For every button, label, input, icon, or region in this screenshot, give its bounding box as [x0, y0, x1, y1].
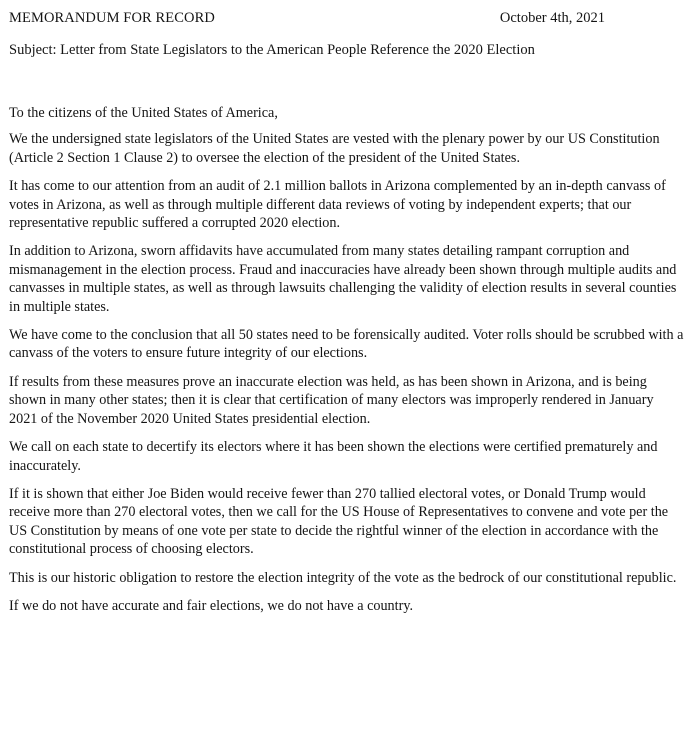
letter-paragraph-closing: If we do not have accurate and fair elections, we do not have a country. — [9, 597, 414, 614]
memo-date: October 4th, 2021 — [499, 10, 605, 26]
memo-title: MEMORANDUM FOR RECORD — [9, 10, 215, 26]
letter-salutation: To the citizens of the United States of America, — [9, 105, 278, 121]
memo-subject: Subject: Letter from State Legislators to the American People Reference the 2020 Election — [9, 42, 535, 58]
memo-header — [9, 8, 649, 28]
letter-paragraph-forensic-audits: We have come to the conclusion that all 50 states need to be forensically audited. Voter rolls should be scrubbed with a canvass of the voters to ensure future integrity of our elections. — [9, 327, 684, 362]
letter-paragraph-arizona-audit: It has come to our attention from an audit of 2.1 million ballots in Arizona complemented by an in-depth canvass of votes in Arizona, as well as through multiple different data reviews of voting by independent experts; that our representative republic suffered a corrupted 2020 election. — [9, 178, 666, 232]
letter-paragraph-decertify: We call on each state to decertify its electors where it has been shown the elections were certified prematurely and inaccurately. — [9, 439, 658, 474]
letter-paragraph-affidavits: In addition to Arizona, sworn affidavits have accumulated from many states detailing rampant corruption and mismanagement in the election process. Fraud and inaccuracies have already been shown through multiple audits and canvasses in multiple states, as well as through lawsuits challenging the validity of election results in several counties in multiple states. — [9, 243, 677, 315]
letter-paragraph-house-vote: If it is shown that either Joe Biden would receive fewer than 270 tallied electoral votes, or Donald Trump would receive more than 270 electoral votes, then we call for the US House of Representatives to convene and vote per the US Constitution by means of one vote per state to decide the rightful winner of the election in accordance with the constitutional process of choosing electors. — [9, 485, 669, 558]
letter-paragraph-authority: We the undersigned state legislators of the United States are vested with the plenary power by our US Constitution (Article 2 Section 1 Clause 2) to oversee the election of the president of the United States. — [9, 131, 660, 166]
letter-paragraph-certification: If results from these measures prove an inaccurate election was held, as has been shown in Arizona, and is being shown in many other states; then it is clear that certification of many electors was improperly rendered in January 2021 of the November 2020 United States presidential election. — [9, 373, 654, 427]
letter-body — [9, 104, 685, 625]
letter-paragraph-obligation: This is our historic obligation to restore the election integrity of the vote as the bedrock of our constitutional republic. — [9, 569, 677, 586]
